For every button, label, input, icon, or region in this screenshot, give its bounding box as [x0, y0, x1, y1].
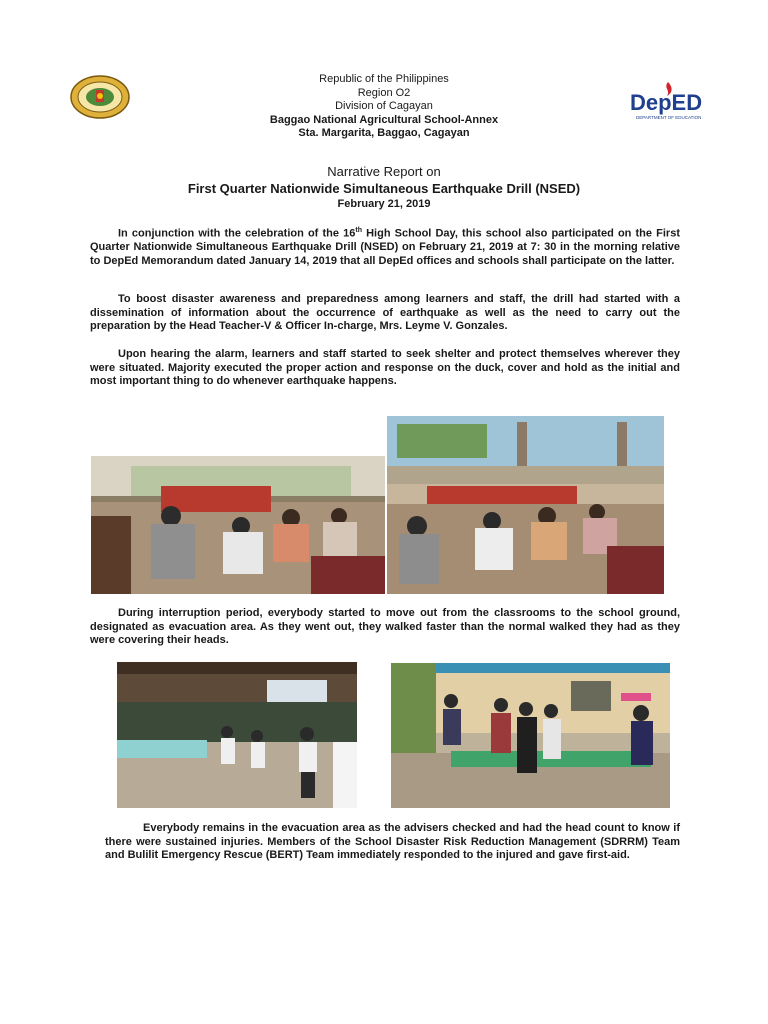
- letterhead-address: Sta. Margarita, Baggao, Cagayan: [298, 127, 470, 139]
- letterhead: [200, 73, 568, 141]
- report-title: Narrative Report on: [327, 164, 441, 179]
- paragraph-1: [90, 224, 680, 268]
- paragraph-1-start: In conjunction with the celebration of the 16: [118, 227, 356, 240]
- letterhead-region: Region O2: [357, 86, 411, 99]
- letterhead-division: Division of Cagayan: [335, 100, 433, 112]
- paragraph-2: To boost disaster awareness and preparedness among learners and staff, the drill had started with a dissemination of information about the occurrence of earthquake as well as the need to carry out the preparation by the Head Teacher-V & Officer In-charge, Mrs. Leyme V. Gonzales.: [90, 293, 680, 333]
- photo-evacuation-2: [391, 663, 670, 808]
- photo-evacuation-1: [117, 662, 357, 808]
- letterhead-school: Baggao National Agricultural School-Annex: [269, 113, 499, 126]
- report-title-block: [120, 164, 648, 211]
- deped-logo: [628, 80, 706, 122]
- deped-logo-text: DepED: [630, 90, 703, 115]
- paragraph-5: Everybody remains in the evacuation area as the advisers checked and had the head count to know if there were sustained injuries. Members of the School Disaster Risk Reduction Management (SDRRM) Team and Bulilit Emergency Rescue (BERT) Team immediately responded to the injured and gave first-aid.: [105, 822, 680, 862]
- paragraph-4: During interruption period, everybody started to move out from the classrooms to the school ground, designated as evacuation area. As they went out, they walked faster than the normal walked they had as they were covering their heads.: [90, 607, 680, 647]
- deped-logo-subtext: DEPARTMENT OF EDUCATION: [636, 115, 702, 120]
- letterhead-republic: Republic of the Philippines: [319, 73, 449, 85]
- report-date: February 21, 2019: [337, 198, 431, 210]
- paragraph-1-end: High School Day, this school also participated on the First Quarter Nationwide Simultaneous Earthquake Drill (NSED) on February 21, 2019 at 7: 30 in the morning relative to DepEd Memorandum dated January 14, 2019 that all DepEd offices and schools shall participate on the latter.: [90, 227, 680, 267]
- school-seal-logo: [70, 75, 130, 119]
- report-subtitle: First Quarter Nationwide Simultaneous Earthquake Drill (NSED): [187, 181, 581, 196]
- photo-duck-cover-hold-2: [387, 416, 664, 594]
- paragraph-1-superscript: th: [355, 227, 362, 234]
- photo-duck-cover-hold-1: [91, 456, 385, 594]
- paragraph-3: Upon hearing the alarm, learners and staff started to seek shelter and protect themselves wherever they were situated. Majority executed the proper action and response on the duck, cover and hold as the initial and most important thing to do whenever earthquake happens.: [90, 348, 680, 388]
